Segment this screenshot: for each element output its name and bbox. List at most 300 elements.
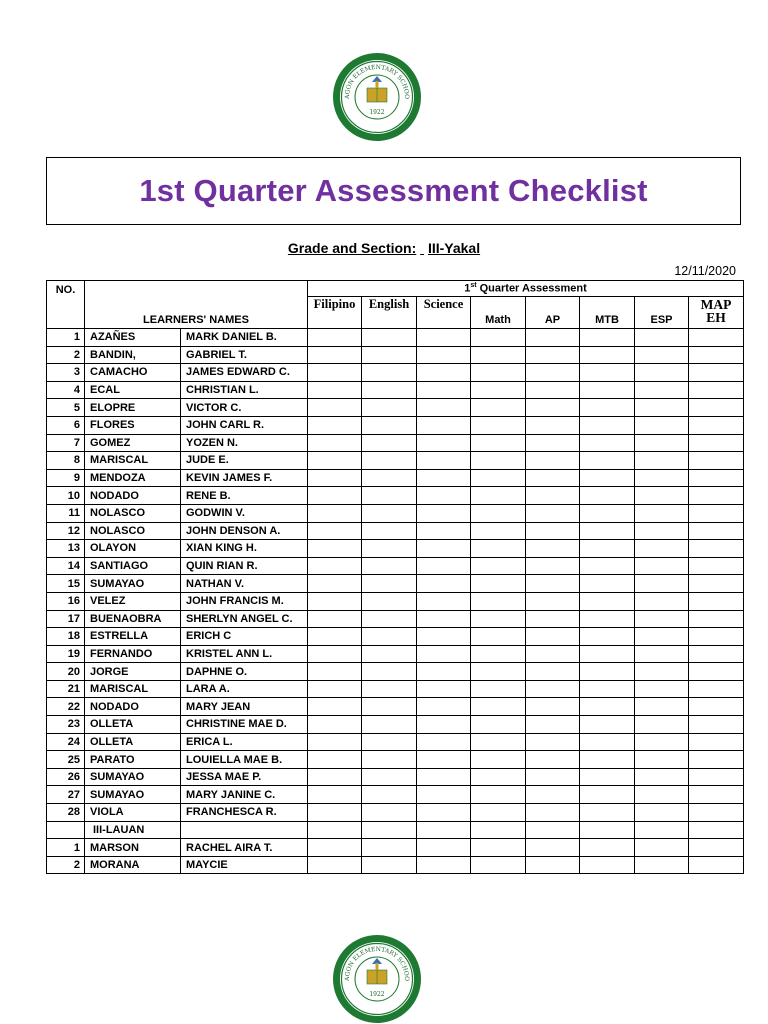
row-number: 9 xyxy=(47,469,85,487)
assessment-cell[interactable] xyxy=(689,381,744,399)
assessment-cell[interactable] xyxy=(471,469,526,487)
assessment-cell[interactable] xyxy=(362,733,417,751)
assessment-cell[interactable] xyxy=(308,768,362,786)
assessment-cell[interactable] xyxy=(526,821,580,839)
row-number: 15 xyxy=(47,575,85,593)
assessment-cell[interactable] xyxy=(362,416,417,434)
assessment-cell[interactable] xyxy=(471,663,526,681)
assessment-cell[interactable] xyxy=(471,839,526,857)
assessment-cell[interactable] xyxy=(417,856,471,874)
assessment-cell[interactable] xyxy=(635,469,689,487)
assessment-cell[interactable] xyxy=(471,575,526,593)
assessment-cell[interactable] xyxy=(689,663,744,681)
assessment-cell[interactable] xyxy=(580,733,635,751)
school-seal-icon xyxy=(332,934,422,1024)
assessment-cell[interactable] xyxy=(308,540,362,558)
assessment-cell[interactable] xyxy=(689,680,744,698)
assessment-cell[interactable] xyxy=(526,786,580,804)
assessment-cell[interactable] xyxy=(471,716,526,734)
assessment-cell[interactable] xyxy=(689,839,744,857)
assessment-cell[interactable] xyxy=(471,856,526,874)
learner-last-name: NOLASCO xyxy=(85,504,181,522)
assessment-cell[interactable] xyxy=(635,416,689,434)
learner-last-name: CAMACHO xyxy=(85,364,181,382)
assessment-cell[interactable] xyxy=(362,364,417,382)
assessment-cell[interactable] xyxy=(417,592,471,610)
assessment-cell[interactable] xyxy=(308,434,362,452)
assessment-cell[interactable] xyxy=(308,575,362,593)
assessment-cell[interactable] xyxy=(580,381,635,399)
assessment-cell[interactable] xyxy=(471,821,526,839)
assessment-cell[interactable] xyxy=(362,329,417,347)
learner-first-name: JOHN DENSON A. xyxy=(181,522,308,540)
assessment-cell[interactable] xyxy=(471,346,526,364)
assessment-cell[interactable] xyxy=(635,786,689,804)
assessment-cell[interactable] xyxy=(689,610,744,628)
assessment-cell[interactable] xyxy=(362,504,417,522)
table-row xyxy=(47,663,744,681)
assessment-cell[interactable] xyxy=(362,592,417,610)
assessment-cell[interactable] xyxy=(308,610,362,628)
assessment-cell[interactable] xyxy=(417,716,471,734)
learner-first-name: VICTOR C. xyxy=(181,399,308,417)
assessment-cell[interactable] xyxy=(308,452,362,470)
row-number: 1 xyxy=(47,329,85,347)
table-row xyxy=(47,364,744,382)
assessment-cell[interactable] xyxy=(580,751,635,769)
assessment-cell[interactable] xyxy=(308,786,362,804)
assessment-cell[interactable] xyxy=(308,733,362,751)
assessment-cell[interactable] xyxy=(689,434,744,452)
assessment-cell[interactable] xyxy=(308,329,362,347)
row-number: 25 xyxy=(47,751,85,769)
assessment-cell[interactable] xyxy=(580,839,635,857)
assessment-cell[interactable] xyxy=(417,469,471,487)
table-row xyxy=(47,839,744,857)
assessment-cell[interactable] xyxy=(417,698,471,716)
learner-last-name: MARISCAL xyxy=(85,680,181,698)
assessment-cell[interactable] xyxy=(580,346,635,364)
assessment-cell[interactable] xyxy=(635,452,689,470)
assessment-cell[interactable] xyxy=(417,434,471,452)
assessment-cell[interactable] xyxy=(526,680,580,698)
assessment-cell[interactable] xyxy=(526,610,580,628)
row-number: 24 xyxy=(47,733,85,751)
learner-last-name: MARSON xyxy=(85,839,181,857)
assessment-cell[interactable] xyxy=(580,680,635,698)
assessment-cell[interactable] xyxy=(308,416,362,434)
assessment-cell[interactable] xyxy=(417,540,471,558)
assessment-cell[interactable] xyxy=(308,680,362,698)
assessment-cell[interactable] xyxy=(526,557,580,575)
assessment-cell[interactable] xyxy=(580,487,635,505)
assessment-cell[interactable] xyxy=(417,821,471,839)
assessment-cell[interactable] xyxy=(635,434,689,452)
assessment-cell[interactable] xyxy=(526,768,580,786)
assessment-cell[interactable] xyxy=(635,575,689,593)
assessment-cell[interactable] xyxy=(471,381,526,399)
assessment-cell[interactable] xyxy=(308,716,362,734)
assessment-cell[interactable] xyxy=(471,786,526,804)
assessment-cell[interactable] xyxy=(417,346,471,364)
assessment-cell[interactable] xyxy=(635,381,689,399)
assessment-cell[interactable] xyxy=(471,645,526,663)
assessment-cell[interactable] xyxy=(526,804,580,822)
assessment-cell[interactable] xyxy=(362,434,417,452)
assessment-cell[interactable] xyxy=(635,504,689,522)
assessment-cell[interactable] xyxy=(417,329,471,347)
assessment-cell[interactable] xyxy=(308,504,362,522)
assessment-cell[interactable] xyxy=(635,645,689,663)
assessment-cell[interactable] xyxy=(635,680,689,698)
assessment-cell[interactable] xyxy=(580,768,635,786)
assessment-cell[interactable] xyxy=(362,645,417,663)
learner-last-name: MORANA xyxy=(85,856,181,874)
assessment-cell[interactable] xyxy=(308,381,362,399)
assessment-cell[interactable] xyxy=(689,557,744,575)
assessment-cell[interactable] xyxy=(417,768,471,786)
assessment-cell[interactable] xyxy=(580,663,635,681)
assessment-cell[interactable] xyxy=(580,522,635,540)
assessment-cell[interactable] xyxy=(362,487,417,505)
learner-first-name: CHRISTINE MAE D. xyxy=(181,716,308,734)
assessment-cell[interactable] xyxy=(689,821,744,839)
learner-first-name: QUIN RIAN R. xyxy=(181,557,308,575)
table-row xyxy=(47,698,744,716)
assessment-cell[interactable] xyxy=(308,751,362,769)
assessment-cell[interactable] xyxy=(526,698,580,716)
assessment-cell[interactable] xyxy=(471,540,526,558)
assessment-cell[interactable] xyxy=(308,522,362,540)
assessment-cell[interactable] xyxy=(362,786,417,804)
assessment-cell[interactable] xyxy=(689,364,744,382)
table-row xyxy=(47,610,744,628)
assessment-cell[interactable] xyxy=(417,645,471,663)
assessment-cell[interactable] xyxy=(689,399,744,417)
assessment-cell[interactable] xyxy=(417,557,471,575)
row-number: 11 xyxy=(47,504,85,522)
assessment-cell[interactable] xyxy=(526,592,580,610)
assessment-cell[interactable] xyxy=(362,540,417,558)
row-number: 7 xyxy=(47,434,85,452)
assessment-cell[interactable] xyxy=(526,346,580,364)
assessment-cell[interactable] xyxy=(580,434,635,452)
assessment-cell[interactable] xyxy=(362,575,417,593)
row-number xyxy=(47,821,85,839)
table-row xyxy=(47,346,744,364)
assessment-cell[interactable] xyxy=(362,381,417,399)
assessment-cell[interactable] xyxy=(526,645,580,663)
assessment-cell[interactable] xyxy=(417,364,471,382)
grade-section-label: Grade and Section: xyxy=(287,240,417,256)
assessment-cell[interactable] xyxy=(526,663,580,681)
assessment-cell[interactable] xyxy=(580,821,635,839)
assessment-cell[interactable] xyxy=(635,804,689,822)
assessment-cell[interactable] xyxy=(580,592,635,610)
grade-section-line xyxy=(0,240,768,256)
assessment-cell[interactable] xyxy=(635,592,689,610)
assessment-cell[interactable] xyxy=(362,522,417,540)
assessment-cell[interactable] xyxy=(471,592,526,610)
assessment-cell[interactable] xyxy=(635,856,689,874)
assessment-cell[interactable] xyxy=(308,557,362,575)
table-row xyxy=(47,416,744,434)
learner-first-name: GODWIN V. xyxy=(181,504,308,522)
assessment-cell[interactable] xyxy=(526,469,580,487)
assessment-cell[interactable] xyxy=(471,399,526,417)
table-row xyxy=(47,716,744,734)
assessment-cell[interactable] xyxy=(308,839,362,857)
assessment-cell[interactable] xyxy=(526,381,580,399)
assessment-cell[interactable] xyxy=(580,504,635,522)
assessment-cell[interactable] xyxy=(308,856,362,874)
assessment-cell[interactable] xyxy=(362,804,417,822)
learner-last-name: SUMAYAO xyxy=(85,575,181,593)
assessment-cell[interactable] xyxy=(362,751,417,769)
assessment-cell[interactable] xyxy=(308,346,362,364)
assessment-cell[interactable] xyxy=(471,680,526,698)
assessment-cell[interactable] xyxy=(417,416,471,434)
learner-first-name: ERICA L. xyxy=(181,733,308,751)
assessment-cell[interactable] xyxy=(471,487,526,505)
assessment-cell[interactable] xyxy=(471,698,526,716)
assessment-cell[interactable] xyxy=(635,557,689,575)
assessment-cell[interactable] xyxy=(471,733,526,751)
assessment-cell[interactable] xyxy=(471,751,526,769)
assessment-cell[interactable] xyxy=(689,786,744,804)
assessment-cell[interactable] xyxy=(689,452,744,470)
assessment-cell[interactable] xyxy=(635,487,689,505)
assessment-cell[interactable] xyxy=(689,575,744,593)
assessment-cell[interactable] xyxy=(471,416,526,434)
assessment-cell[interactable] xyxy=(580,575,635,593)
assessment-cell[interactable] xyxy=(635,628,689,646)
assessment-cell[interactable] xyxy=(471,804,526,822)
assessment-cell[interactable] xyxy=(308,628,362,646)
assessment-cell[interactable] xyxy=(308,592,362,610)
assessment-cell[interactable] xyxy=(308,698,362,716)
learner-first-name: SHERLYN ANGEL C. xyxy=(181,610,308,628)
assessment-cell[interactable] xyxy=(689,751,744,769)
learner-last-name: GOMEZ xyxy=(85,434,181,452)
header-subject-ap: AP xyxy=(526,297,580,329)
learner-first-name: RACHEL AIRA T. xyxy=(181,839,308,857)
school-seal-bottom xyxy=(332,934,422,1024)
assessment-cell[interactable] xyxy=(362,452,417,470)
assessment-cell[interactable] xyxy=(526,575,580,593)
assessment-cell[interactable] xyxy=(308,804,362,822)
table-row xyxy=(47,487,744,505)
assessment-cell[interactable] xyxy=(417,452,471,470)
assessment-cell[interactable] xyxy=(417,786,471,804)
assessment-cell[interactable] xyxy=(308,487,362,505)
assessment-cell[interactable] xyxy=(689,346,744,364)
assessment-cell[interactable] xyxy=(635,751,689,769)
assessment-cell[interactable] xyxy=(689,733,744,751)
learner-first-name: CHRISTIAN L. xyxy=(181,381,308,399)
assessment-cell[interactable] xyxy=(689,416,744,434)
assessment-cell[interactable] xyxy=(471,628,526,646)
assessment-cell[interactable] xyxy=(362,698,417,716)
assessment-cell[interactable] xyxy=(635,716,689,734)
assessment-cell[interactable] xyxy=(362,557,417,575)
assessment-cell[interactable] xyxy=(362,628,417,646)
assessment-cell[interactable] xyxy=(635,329,689,347)
assessment-cell[interactable] xyxy=(417,628,471,646)
assessment-cell[interactable] xyxy=(526,504,580,522)
assessment-cell[interactable] xyxy=(635,821,689,839)
assessment-cell[interactable] xyxy=(308,821,362,839)
assessment-cell[interactable] xyxy=(471,768,526,786)
assessment-cell[interactable] xyxy=(580,557,635,575)
assessment-cell[interactable] xyxy=(417,399,471,417)
assessment-cell[interactable] xyxy=(526,487,580,505)
assessment-cell[interactable] xyxy=(362,821,417,839)
assessment-cell[interactable] xyxy=(580,786,635,804)
assessment-cell[interactable] xyxy=(417,663,471,681)
assessment-cell[interactable] xyxy=(689,469,744,487)
learner-last-name: MARISCAL xyxy=(85,452,181,470)
assessment-cell[interactable] xyxy=(417,610,471,628)
school-seal-icon xyxy=(332,52,422,142)
assessment-cell[interactable] xyxy=(580,399,635,417)
assessment-cell[interactable] xyxy=(526,364,580,382)
assessment-cell[interactable] xyxy=(689,522,744,540)
assessment-cell[interactable] xyxy=(471,452,526,470)
assessment-cell[interactable] xyxy=(526,856,580,874)
assessment-cell[interactable] xyxy=(417,575,471,593)
assessment-cell[interactable] xyxy=(526,329,580,347)
assessment-cell[interactable] xyxy=(362,346,417,364)
assessment-cell[interactable] xyxy=(689,592,744,610)
assessment-cell[interactable] xyxy=(689,487,744,505)
learner-first-name: JUDE E. xyxy=(181,452,308,470)
assessment-cell[interactable] xyxy=(471,522,526,540)
assessment-cell[interactable] xyxy=(308,645,362,663)
assessment-cell[interactable] xyxy=(580,416,635,434)
assessment-cell[interactable] xyxy=(362,768,417,786)
assessment-cell[interactable] xyxy=(526,540,580,558)
assessment-cell[interactable] xyxy=(689,540,744,558)
assessment-cell[interactable] xyxy=(689,856,744,874)
table-row xyxy=(47,522,744,540)
assessment-cell[interactable] xyxy=(526,628,580,646)
assessment-cell[interactable] xyxy=(526,733,580,751)
assessment-cell[interactable] xyxy=(689,329,744,347)
assessment-cell[interactable] xyxy=(635,364,689,382)
assessment-cell[interactable] xyxy=(471,329,526,347)
assessment-cell[interactable] xyxy=(471,610,526,628)
assessment-cell[interactable] xyxy=(526,522,580,540)
row-number: 20 xyxy=(47,663,85,681)
learner-first-name: JOHN FRANCIS M. xyxy=(181,592,308,610)
assessment-cell[interactable] xyxy=(635,610,689,628)
assessment-cell[interactable] xyxy=(689,698,744,716)
assessment-cell[interactable] xyxy=(689,504,744,522)
assessment-cell[interactable] xyxy=(580,698,635,716)
assessment-cell[interactable] xyxy=(580,610,635,628)
assessment-cell[interactable] xyxy=(689,716,744,734)
assessment-cell[interactable] xyxy=(308,469,362,487)
assessment-cell[interactable] xyxy=(580,364,635,382)
assessment-cell[interactable] xyxy=(689,628,744,646)
table-row xyxy=(47,856,744,874)
assessment-cell[interactable] xyxy=(580,452,635,470)
assessment-cell[interactable] xyxy=(362,469,417,487)
assessment-cell[interactable] xyxy=(526,716,580,734)
header-subject-science: Science xyxy=(417,297,471,329)
assessment-cell[interactable] xyxy=(417,751,471,769)
assessment-cell[interactable] xyxy=(635,839,689,857)
assessment-cell[interactable] xyxy=(580,716,635,734)
assessment-cell[interactable] xyxy=(689,804,744,822)
assessment-cell[interactable] xyxy=(417,733,471,751)
assessment-cell[interactable] xyxy=(580,329,635,347)
assessment-cell[interactable] xyxy=(471,504,526,522)
assessment-cell[interactable] xyxy=(526,416,580,434)
assessment-cell[interactable] xyxy=(526,434,580,452)
table-row xyxy=(47,751,744,769)
assessment-cell[interactable] xyxy=(471,434,526,452)
learner-first-name: ERICH C xyxy=(181,628,308,646)
document-date: 12/11/2020 xyxy=(674,264,736,278)
assessment-cell[interactable] xyxy=(635,346,689,364)
assessment-cell[interactable] xyxy=(362,610,417,628)
assessment-cell[interactable] xyxy=(362,399,417,417)
assessment-cell[interactable] xyxy=(417,804,471,822)
assessment-cell[interactable] xyxy=(362,716,417,734)
assessment-cell[interactable] xyxy=(417,522,471,540)
assessment-cell[interactable] xyxy=(362,663,417,681)
assessment-cell[interactable] xyxy=(635,733,689,751)
learner-last-name: NODADO xyxy=(85,698,181,716)
assessment-cell[interactable] xyxy=(635,399,689,417)
assessment-cell[interactable] xyxy=(417,680,471,698)
assessment-cell[interactable] xyxy=(417,504,471,522)
assessment-cell[interactable] xyxy=(417,839,471,857)
assessment-cell[interactable] xyxy=(471,364,526,382)
header-learners-names: LEARNERS' NAMES xyxy=(85,281,308,329)
assessment-cell[interactable] xyxy=(308,364,362,382)
assessment-cell[interactable] xyxy=(526,452,580,470)
assessment-cell[interactable] xyxy=(417,381,471,399)
learner-first-name: JAMES EDWARD C. xyxy=(181,364,308,382)
assessment-cell[interactable] xyxy=(635,540,689,558)
assessment-cell[interactable] xyxy=(417,487,471,505)
assessment-cell[interactable] xyxy=(471,557,526,575)
assessment-cell[interactable] xyxy=(526,839,580,857)
assessment-cell[interactable] xyxy=(580,628,635,646)
assessment-cell[interactable] xyxy=(635,522,689,540)
assessment-cell[interactable] xyxy=(362,839,417,857)
assessment-cell[interactable] xyxy=(689,768,744,786)
assessment-cell[interactable] xyxy=(308,399,362,417)
assessment-cell[interactable] xyxy=(635,663,689,681)
assessment-cell[interactable] xyxy=(526,399,580,417)
assessment-cell[interactable] xyxy=(635,698,689,716)
assessment-cell[interactable] xyxy=(580,540,635,558)
assessment-cell[interactable] xyxy=(580,804,635,822)
assessment-cell[interactable] xyxy=(362,680,417,698)
assessment-cell[interactable] xyxy=(308,663,362,681)
assessment-cell[interactable] xyxy=(362,856,417,874)
assessment-cell[interactable] xyxy=(635,768,689,786)
assessment-cell[interactable] xyxy=(580,856,635,874)
assessment-cell[interactable] xyxy=(580,469,635,487)
assessment-cell[interactable] xyxy=(580,645,635,663)
assessment-cell[interactable] xyxy=(689,645,744,663)
assessment-cell[interactable] xyxy=(526,751,580,769)
